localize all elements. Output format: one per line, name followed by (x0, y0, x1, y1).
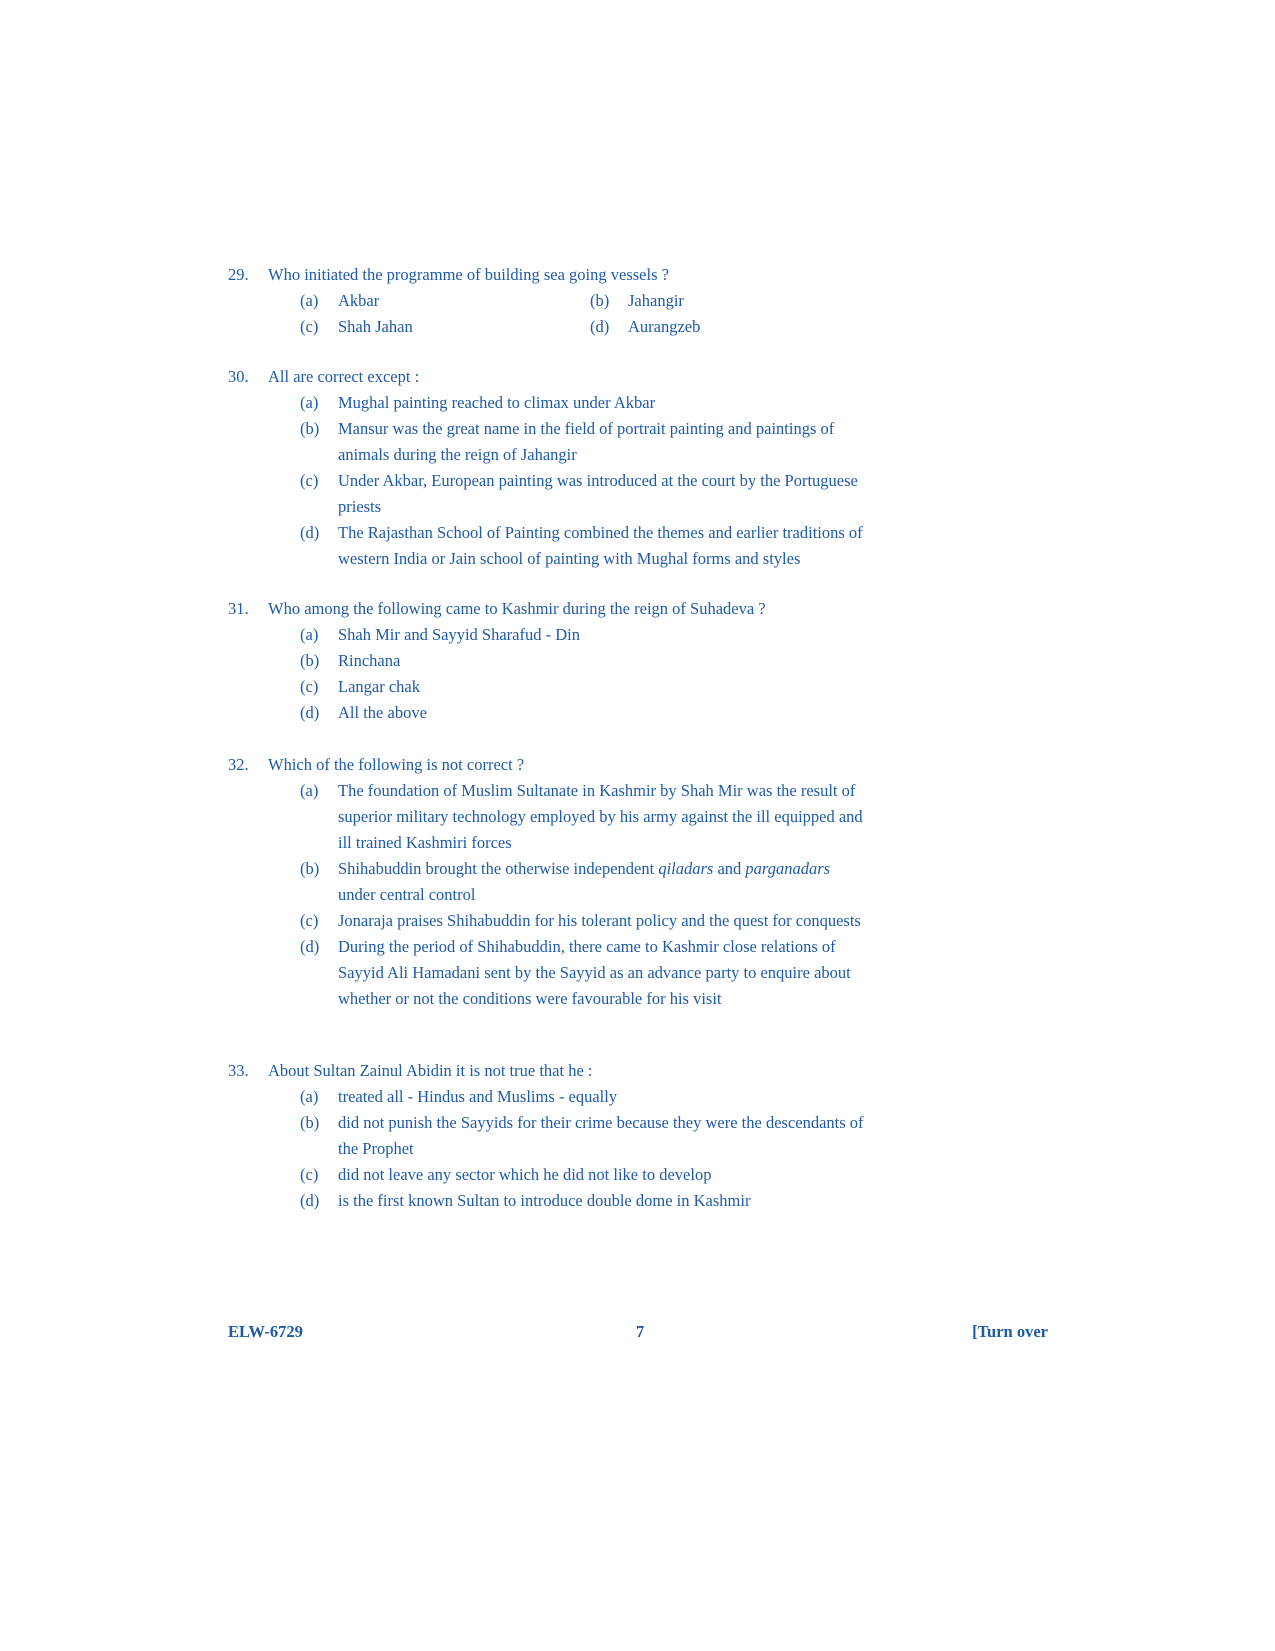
question-number: 29. (228, 265, 249, 284)
question-number: 31. (228, 599, 249, 618)
question-text: Who among the following came to Kashmir during the reign of Suhadeva ? (268, 599, 766, 618)
option-d: (d) Aurangzeb (590, 317, 701, 336)
option-a: (a) Akbar (300, 291, 380, 310)
option-c: (c) Jonaraja praises Shihabuddin for his tolerant policy and the quest for conquests (300, 911, 861, 930)
question-30 (228, 364, 868, 572)
option-c: (c) Under Akbar, European painting was introduced at the court by the Portuguese priests (300, 471, 858, 516)
option-c: (c) Shah Jahan (300, 317, 413, 336)
option-b: (b) Mansur was the great name in the field of portrait painting and paintings of animals during the reign of Jahangir (300, 419, 835, 464)
question-32 (228, 752, 868, 1012)
option-a: (a) treated all - Hindus and Muslims - equally (300, 1087, 618, 1106)
question-33 (228, 1058, 868, 1214)
option-c: (c) did not leave any sector which he did not like to develop (300, 1165, 712, 1184)
options-list (300, 390, 868, 572)
option-d: (d) is the first known Sultan to introduce double dome in Kashmir (300, 1191, 751, 1210)
page-number: 7 (636, 1322, 645, 1341)
question-31 (228, 596, 868, 726)
option-d: (d) All the above (300, 703, 427, 722)
options-grid (300, 288, 868, 340)
question-number: 30. (228, 367, 249, 386)
question-text: All are correct except : (268, 367, 420, 386)
turn-over-note: [Turn over (972, 1322, 1048, 1341)
question-text: Which of the following is not correct ? (268, 755, 525, 774)
options-list (300, 622, 868, 726)
paper-code: ELW-6729 (228, 1322, 303, 1341)
option-a: (a) The foundation of Muslim Sultanate in Kashmir by Shah Mir was the result of superior military technology employed by his army against the ill equipped and ill trained Kashmiri forces (300, 781, 863, 852)
option-b: (b) Rinchana (300, 651, 401, 670)
option-d: (d) During the period of Shihabuddin, there came to Kashmir close relations of Sayyid Ali Hamadani sent by the Sayyid as an advance party to enquire about whether or not the conditions were favourable for his visit (300, 937, 851, 1008)
option-a: (a) Mughal painting reached to climax under Akbar (300, 393, 656, 412)
option-a: (a) Shah Mir and Sayyid Sharafud - Din (300, 625, 580, 644)
option-b: (b) did not punish the Sayyids for their crime because they were the descendants of the Prophet (300, 1113, 864, 1158)
question-text: Who initiated the programme of building sea going vessels ? (268, 265, 669, 284)
option-b: (b) Jahangir (590, 291, 684, 310)
question-number: 33. (228, 1061, 249, 1080)
question-text: About Sultan Zainul Abidin it is not true that he : (268, 1061, 593, 1080)
option-b: (b) Shihabuddin brought the otherwise independent qiladars and parganadars under central control (300, 859, 831, 904)
options-list (300, 778, 868, 1012)
question-29 (228, 262, 868, 340)
question-number: 32. (228, 755, 249, 774)
option-c: (c) Langar chak (300, 677, 420, 696)
option-d: (d) The Rajasthan School of Painting combined the themes and earlier traditions of western India or Jain school of painting with Mughal forms and styles (300, 523, 863, 568)
options-list (300, 1084, 868, 1214)
